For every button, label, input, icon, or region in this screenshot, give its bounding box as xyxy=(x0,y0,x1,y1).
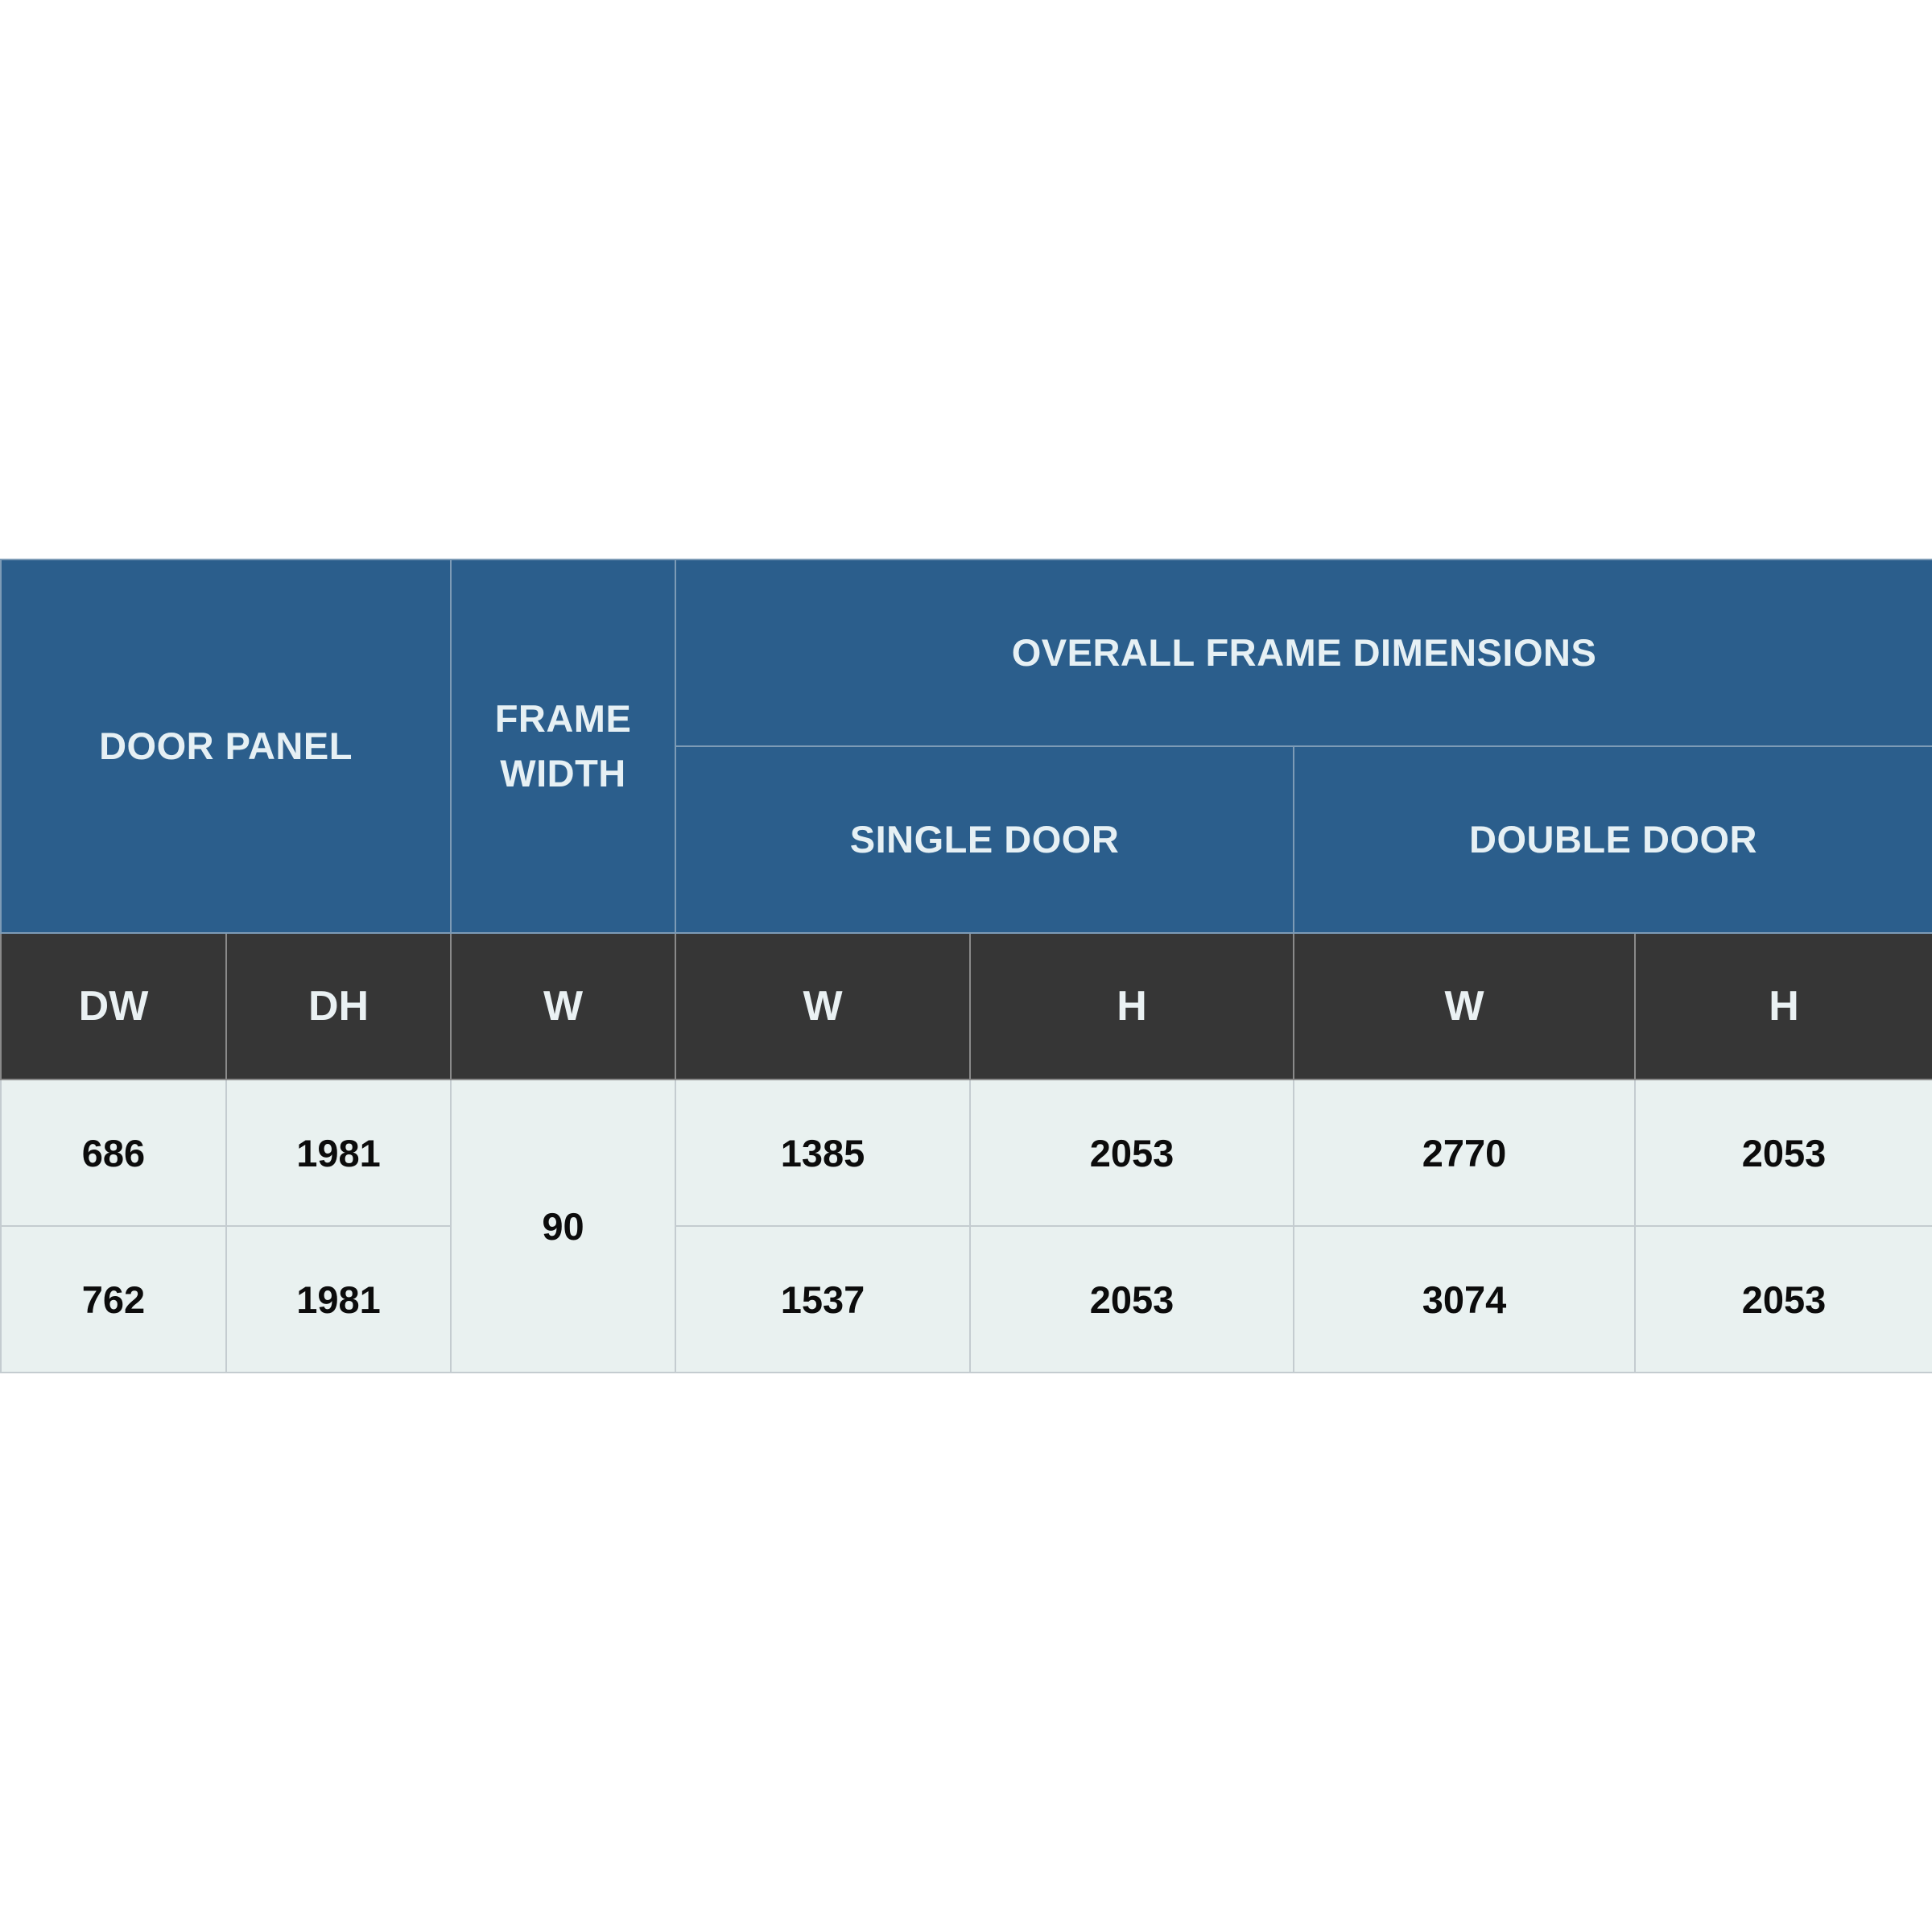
column-header-dw: DW xyxy=(1,933,226,1080)
cell-double-h: 2053 xyxy=(1635,1226,1932,1373)
column-header-double-w: W xyxy=(1294,933,1635,1080)
cell-single-w: 1537 xyxy=(675,1226,970,1373)
column-header-single-h: H xyxy=(970,933,1294,1080)
frame-width-header-line2: WIDTH xyxy=(500,752,626,795)
double-door-header xyxy=(1294,746,1932,933)
column-header-frame-w: W xyxy=(451,933,675,1080)
cell-single-w: 1385 xyxy=(675,1080,970,1226)
double-door-label: DOUBLE DOOR xyxy=(1469,818,1757,861)
overall-frame-dimensions-label: OVERALL FRAME DIMENSIONS xyxy=(1011,631,1597,674)
single-door-label: SINGLE DOOR xyxy=(849,818,1120,861)
column-header-dh: DH xyxy=(226,933,451,1080)
cell-double-w: 2770 xyxy=(1294,1080,1635,1226)
table-row xyxy=(1,1080,1932,1226)
cell-dw: 686 xyxy=(1,1080,226,1226)
table-row xyxy=(1,1226,1932,1373)
door-panel-header xyxy=(1,559,451,933)
frame-width-header xyxy=(451,559,675,933)
cell-double-w: 3074 xyxy=(1294,1226,1635,1373)
single-door-header xyxy=(675,746,1294,933)
column-header-single-w: W xyxy=(675,933,970,1080)
frame-width-header-line1: FRAME xyxy=(494,697,632,740)
cell-double-h: 2053 xyxy=(1635,1080,1932,1226)
cell-single-h: 2053 xyxy=(970,1226,1294,1373)
column-header-double-h: H xyxy=(1635,933,1932,1080)
cell-dh: 1981 xyxy=(226,1080,451,1226)
cell-frame-width: 90 xyxy=(451,1080,675,1373)
door-panel-header-label: DOOR PANEL xyxy=(99,724,353,767)
cell-dh: 1981 xyxy=(226,1226,451,1373)
overall-frame-dimensions-header xyxy=(675,559,1932,746)
frame-dimensions-table xyxy=(0,559,1932,1373)
cell-single-h: 2053 xyxy=(970,1080,1294,1226)
cell-dw: 762 xyxy=(1,1226,226,1373)
